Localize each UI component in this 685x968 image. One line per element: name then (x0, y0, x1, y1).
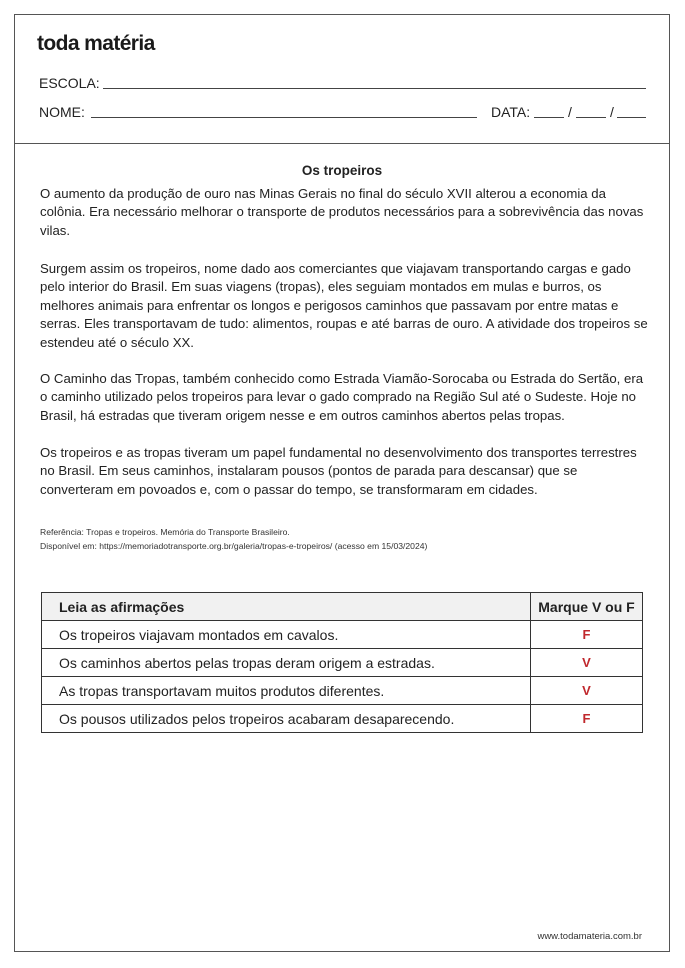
date-day-line[interactable] (534, 117, 564, 118)
worksheet-header (15, 15, 669, 144)
date-label: DATA: (491, 104, 531, 120)
date-year-line[interactable] (617, 117, 646, 118)
table-row (42, 677, 643, 705)
statement-cell: As tropas transportavam muitos produtos diferentes. (42, 677, 531, 705)
article-paragraph: Os tropeiros e as tropas tiveram um papel fundamental no desenvolvimento dos transportes terrestres no Brasil. Em seus caminhos, instalaram pousos (pontos de parada para descansar) que se converteram em povoados e, com o passar do tempo, se transformaram em cidades. (40, 445, 637, 497)
article-title: Os tropeiros (301, 163, 383, 178)
article-paragraph: Surgem assim os tropeiros, nome dado aos comerciantes que viajavam transportando cargas e gado pelo interior do Brasil. Em suas viagens (tropas), eles seguiam montados em mulas e burros, os melhores animais para enfrentar os longos e perigosos caminhos que passavam por entre matas e serras. Eles transportavam de tudo: alimentos, roupas e até barras de ouro. A atividade dos tropeiros se estendeu até o século XX. (40, 261, 648, 350)
answer-cell[interactable]: F (531, 621, 643, 649)
name-field-line[interactable] (91, 117, 477, 118)
statement-column-header: Leia as afirmações (42, 593, 531, 621)
reference-text: Referência: Tropas e tropeiros. Memória do Transporte Brasileiro. (40, 527, 290, 537)
worksheet-page (14, 14, 670, 952)
footer-url: www.todamateria.com.br (537, 931, 642, 942)
table-header-row (42, 593, 643, 621)
answer-cell[interactable]: V (531, 649, 643, 677)
school-field-line[interactable] (103, 88, 646, 89)
reference-source: Disponível em: https://memoriadotransporte.org.br/galeria/tropas-e-tropeiros/ (acesso em 15/03/2024) (40, 541, 428, 551)
true-false-table (41, 592, 643, 733)
date-separator: / (610, 104, 614, 120)
name-label: NOME: (39, 104, 85, 120)
school-label: ESCOLA: (39, 75, 100, 91)
date-separator: / (568, 104, 572, 120)
table-row (42, 705, 643, 733)
brand-logo: toda matéria (37, 32, 155, 55)
answer-cell[interactable]: V (531, 677, 643, 705)
statement-cell: Os caminhos abertos pelas tropas deram origem a estradas. (42, 649, 531, 677)
table-row (42, 649, 643, 677)
article-paragraph: O aumento da produção de ouro nas Minas Gerais no final do século XVII alterou a economia da colônia. Era necessário melhorar o transporte de produtos necessários para a sobrevivência das novas vilas. (40, 186, 644, 238)
table-row (42, 621, 643, 649)
answer-column-header: Marque V ou F (531, 593, 643, 621)
date-month-line[interactable] (576, 117, 606, 118)
article-paragraph: O Caminho das Tropas, também conhecido como Estrada Viamão-Sorocaba ou Estrada do Sertão, era o caminho utilizado pelos tropeiros para levar o gado comprado na Região Sul até o Sudeste. Hoje no Brasil, há estradas que tiveram origem nesse e em outros caminhos abertos pelas tropas. (40, 371, 644, 423)
answer-cell[interactable]: F (531, 705, 643, 733)
statement-cell: Os pousos utilizados pelos tropeiros acabaram desaparecendo. (42, 705, 531, 733)
statement-cell: Os tropeiros viajavam montados em cavalos. (42, 621, 531, 649)
